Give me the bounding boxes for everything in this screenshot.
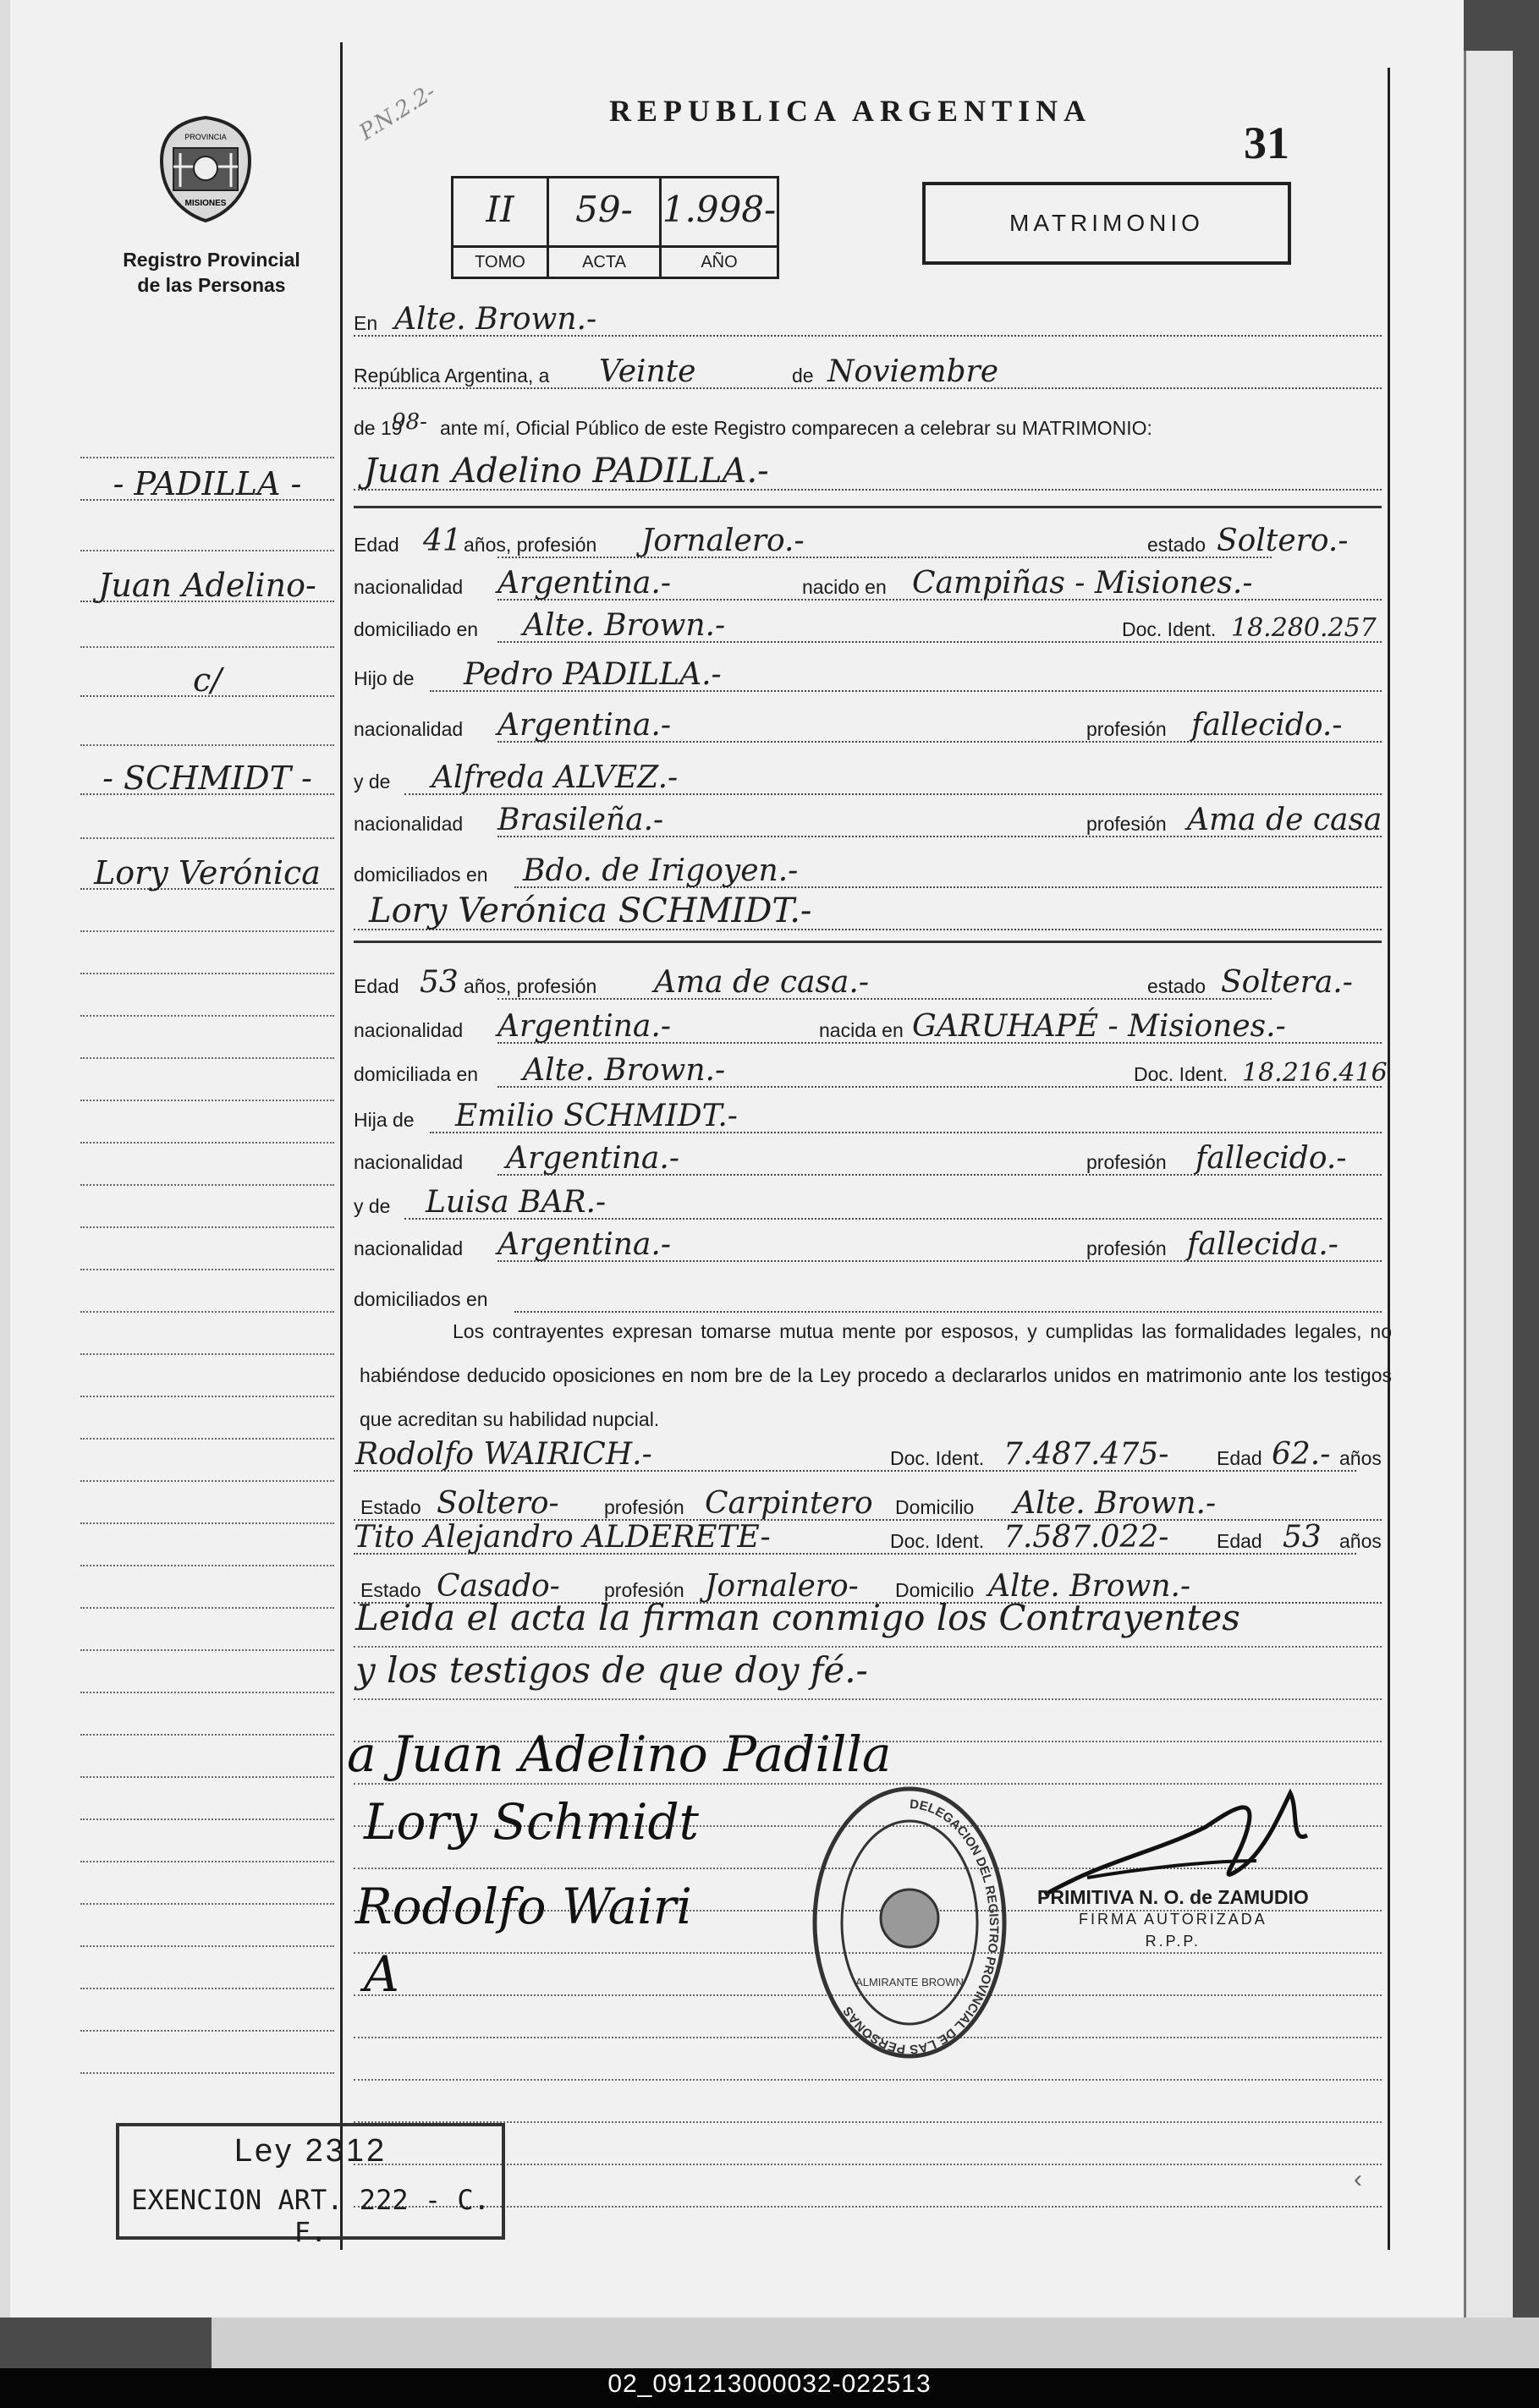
bride-mother-nationality-row: nacionalidad Argentina.- profesión fallecida.- bbox=[354, 1220, 1382, 1270]
witness-1-details-row: Estado Soltero- profesión Carpintero Domicilio Alte. Brown.- bbox=[354, 1478, 1382, 1529]
svg-text:ALMIRANTE BROWN: ALMIRANTE BROWN bbox=[855, 1976, 964, 1988]
scan-underlay bbox=[212, 2317, 1539, 2368]
bride-nationality-row: nacionalidad Argentina.- nacida en GARUHAPÉ - Misiones.- bbox=[354, 1001, 1382, 1052]
country-title: REPUBLICA ARGENTINA bbox=[609, 94, 1092, 128]
groom-father-row: Hijo de Pedro PADILLA.- bbox=[354, 650, 1382, 700]
closing-line-2: y los testigos de que doy fé.- bbox=[355, 1649, 868, 1691]
section-divider bbox=[354, 506, 1382, 508]
declaration-paragraph: Los contrayentes expresan tomarse mutua mente por esposos, y cumplidas las formalidades legales, no habiéndose deducido oposiciones en nom bre de la Ley procedo a declararlos unidos en matrimonio ante los testigos que acreditan su habilidad nupcial. bbox=[360, 1320, 1392, 1430]
record-type-box: MATRIMONIO bbox=[922, 182, 1291, 265]
registry-name: Registro Provincial de las Personas bbox=[123, 249, 300, 296]
bride-name-row: Lory Verónica SCHMIDT.- bbox=[354, 888, 1382, 939]
svg-text:DELEGACION DEL REGISTRO PROVIN: DELEGACION DEL REGISTRO PROVINCIAL DE LAS PERSONAS bbox=[840, 1796, 1002, 2057]
authorized-official: PRIMITIVA N. O. de ZAMUDIO FIRMA AUTORIZADA R.P.P. bbox=[1037, 1886, 1309, 1950]
margin-conjunction: c/ bbox=[80, 653, 334, 704]
exemption-stamp: Ley 2312 EXENCION ART. 222 - C. F. bbox=[116, 2123, 505, 2240]
margin-rule bbox=[340, 42, 343, 2250]
page-number: 31 bbox=[1244, 118, 1289, 168]
acta-cell: 59- ACTA bbox=[549, 178, 662, 277]
groom-address-row: domiciliado en Alte. Brown.- Doc. Ident. 18.280.257 bbox=[354, 601, 1382, 651]
margin-surname-bride: - SCHMIDT - bbox=[80, 751, 334, 802]
margin-name-bride: Lory Verónica bbox=[80, 846, 334, 897]
closing-line-1: Leida el acta la firman conmigo los Contrayentes bbox=[355, 1597, 1240, 1638]
page-left-edge bbox=[0, 0, 10, 2317]
groom-mother-nationality-row: nacionalidad Brasileña.- profesión Ama de casa bbox=[354, 803, 1382, 837]
groom-father-nationality-row: nacionalidad Argentina.- profesión fallecido.- bbox=[354, 700, 1382, 751]
file-identifier: 02_091213000032-022513 bbox=[607, 2370, 932, 2398]
groom-age-row: Edad 41 años, profesión Jornalero.- estado Soltero.- bbox=[354, 524, 1349, 558]
bride-parents-address-row: domiciliados en bbox=[354, 1270, 1382, 1321]
right-rule bbox=[1388, 68, 1390, 2250]
section-divider bbox=[354, 941, 1382, 943]
svg-text:PROVINCIA: PROVINCIA bbox=[184, 133, 227, 141]
signature-witness-1: Rodolfo Wairi bbox=[355, 1878, 692, 1935]
pencil-mark: ‹ bbox=[1354, 2165, 1362, 2193]
row-date: República Argentina, a Veinte de Noviembre bbox=[354, 347, 1382, 398]
groom-name-row: Juan Adelino PADILLA.- bbox=[354, 448, 1382, 499]
pencil-note: P.N.2.2- bbox=[355, 79, 441, 146]
bride-father-nationality-row: nacionalidad Argentina.- profesión fallecido.- bbox=[354, 1133, 1382, 1184]
bride-age-row: Edad 53 años, profesión Ama de casa.- estado Soltera.- bbox=[354, 965, 1353, 1000]
bride-father-row: Hija de Emilio SCHMIDT.- bbox=[354, 1091, 1382, 1142]
page-edge bbox=[1464, 51, 1513, 2317]
record-index-box bbox=[451, 176, 779, 279]
witness-1-row: Rodolfo WAIRICH.- Doc. Ident. 7.487.475- Edad 62.- años bbox=[355, 1437, 1382, 1472]
groom-nationality-row: nacionalidad Argentina.- nacido en Campiñas - Misiones.- bbox=[354, 558, 1382, 609]
signature-bride: Lory Schmidt bbox=[364, 1793, 699, 1851]
bride-address-row: domiciliada en Alte. Brown.- Doc. Ident. 18.216.416 bbox=[354, 1053, 1388, 1088]
witness-2-row: Tito Alejandro ALDERETE- Doc. Ident. 7.587.022- Edad 53 años bbox=[354, 1520, 1382, 1555]
groom-mother-row: y de Alfreda ALVEZ.- bbox=[354, 753, 1382, 804]
witness-2-details-row: Estado Casado- profesión Jornalero- Domicilio Alte. Brown.- bbox=[354, 1561, 1382, 1612]
row-year: de 19 98- ante mí, Oficial Público de este Registro comparecen a celebrar su MATRIMONIO: bbox=[354, 409, 1152, 439]
margin-name-groom: Juan Adelino- bbox=[80, 558, 334, 609]
anio-cell: 1.998- AÑO bbox=[662, 178, 777, 277]
margin-surname-groom: - PADILLA - bbox=[80, 457, 334, 507]
bride-mother-row: y de Luisa BAR.- bbox=[354, 1177, 1382, 1228]
svg-text:MISIONES: MISIONES bbox=[184, 199, 227, 208]
signature-groom: a Juan Adelino Padilla bbox=[347, 1725, 892, 1783]
tomo-cell: II TOMO bbox=[453, 178, 549, 277]
registry-seal-icon bbox=[808, 1783, 1011, 2062]
signature-witness-2: A bbox=[364, 1945, 399, 2003]
groom-parents-address-row: domiciliados en Bdo. de Irigoyen.- bbox=[354, 846, 1382, 897]
row-place: En Alte. Brown.- bbox=[354, 294, 1382, 345]
province-emblem-icon bbox=[155, 114, 256, 224]
